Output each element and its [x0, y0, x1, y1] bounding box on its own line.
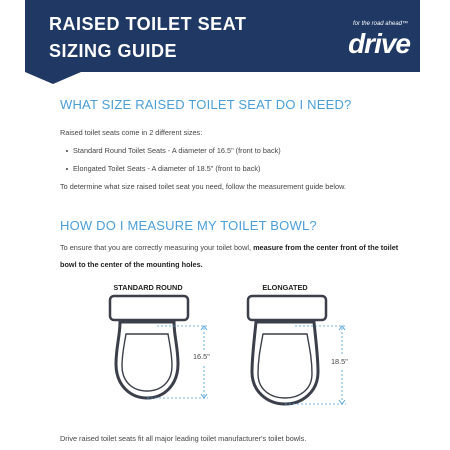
section-heading-measure: HOW DO I MEASURE MY TOILET BOWL?	[60, 218, 317, 233]
bullet-text: Standard Round Toilet Seats - A diameter of 16.5" (front to back)	[73, 146, 281, 155]
label-standard-round: STANDARD ROUND	[113, 283, 183, 292]
brand-tagline: for the road ahead™	[352, 21, 408, 27]
drive-logo: drive	[348, 28, 410, 59]
elongated-toilet-diagram	[238, 292, 353, 407]
title-line-1: RAISED TOILET SEAT	[49, 14, 247, 34]
bullet-text: Elongated Toilet Seats - A diameter of 18.5" (front to back)	[73, 164, 261, 173]
title-line-2: SIZING GUIDE	[49, 41, 178, 61]
tank-shape	[248, 296, 326, 320]
header-banner	[25, 0, 420, 72]
bullet-dot-icon	[66, 150, 68, 152]
bullet-standard-round	[66, 146, 281, 155]
footer-note: Drive raised toilet seats fit all major leading toilet manufacturer's toilet bowls.	[60, 434, 307, 443]
sizes-outro: To determine what size raised toilet seat you need, follow the measurement guide below.	[60, 182, 346, 191]
measure-instructions-bold: measure from the center front of the toilet bowl to the center of the mounting holes.	[60, 243, 399, 269]
dimension-round: 16.5"	[193, 352, 210, 361]
dimension-elongated: 18.5"	[331, 357, 348, 366]
round-toilet-diagram	[100, 292, 215, 407]
header-notch	[25, 72, 81, 84]
bullet-dot-icon	[66, 168, 68, 170]
measure-instructions	[60, 239, 410, 273]
bullet-elongated	[66, 164, 260, 173]
measure-instructions-plain: To ensure that you are correctly measuring your toilet bowl,	[60, 243, 254, 252]
sizes-intro: Raised toilet seats come in 2 different sizes:	[60, 128, 203, 137]
section-heading-size: WHAT SIZE RAISED TOILET SEAT DO I NEED?	[60, 97, 352, 112]
tank-shape	[110, 296, 188, 320]
label-elongated: ELONGATED	[262, 283, 308, 292]
